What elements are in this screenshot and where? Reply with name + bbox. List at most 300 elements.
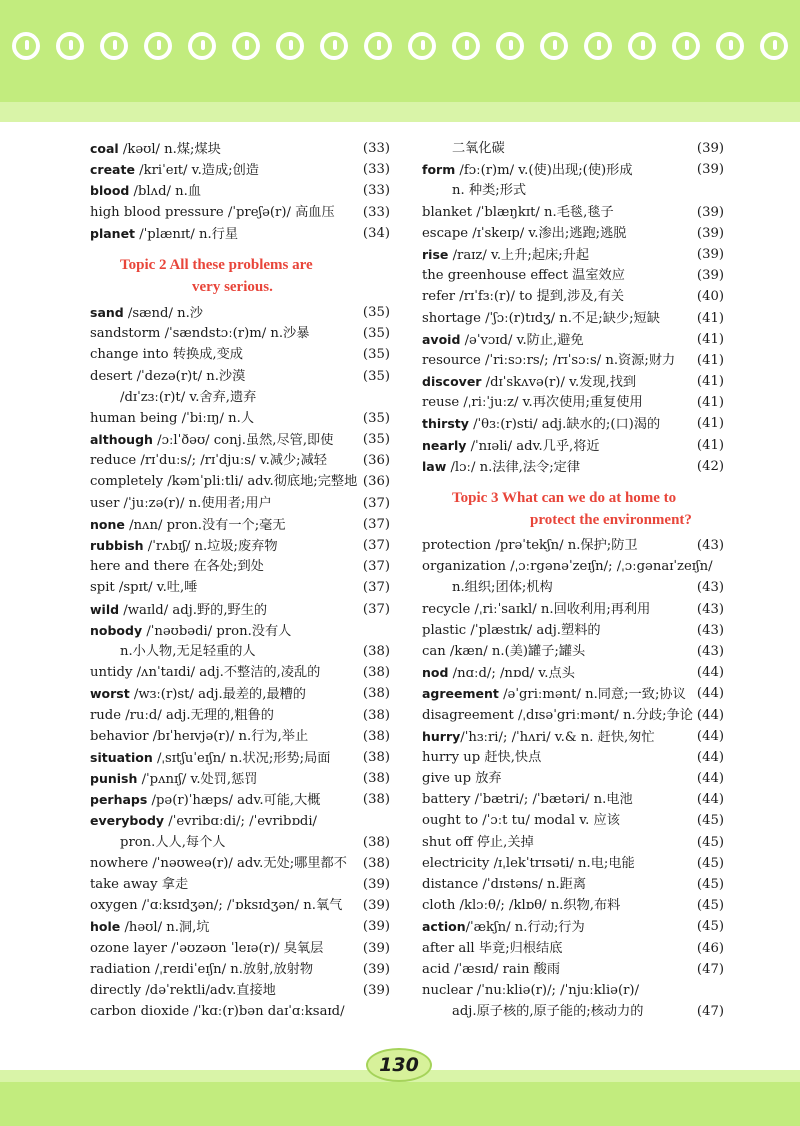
- vocab-entry: [422, 620, 724, 641]
- vocab-entry: [422, 180, 724, 201]
- vocab-entry: [422, 371, 724, 392]
- ring-icon: [452, 32, 480, 60]
- vocab-entry: [90, 789, 390, 810]
- entry-text: [422, 916, 585, 938]
- vocab-entry: [90, 408, 390, 429]
- vocab-entry: [90, 641, 390, 662]
- entry-page-ref: (39): [362, 877, 390, 892]
- entry-definition: /ˈnəʊbədi/ pron.没有人: [142, 623, 292, 639]
- vocab-entry: [90, 471, 390, 492]
- headword: nobody: [90, 622, 143, 638]
- entry-text: [90, 874, 188, 895]
- entry-text: [90, 302, 203, 324]
- entry-page-ref: (38): [362, 643, 390, 659]
- entry-text: [422, 308, 660, 329]
- vocab-entry: [422, 286, 724, 307]
- vocab-entry: [422, 413, 724, 434]
- ring-icon: [716, 32, 744, 60]
- ring-icon: [364, 32, 392, 60]
- entry-text: [90, 959, 313, 980]
- vocab-entry: [422, 556, 724, 577]
- topic-heading: [90, 254, 390, 298]
- entry-page-ref: (45): [696, 877, 724, 892]
- entry-text: [422, 244, 589, 266]
- entry-page-ref: (35): [362, 304, 390, 320]
- entry-text: [90, 810, 317, 832]
- entry-page-ref: (44): [696, 686, 724, 702]
- headword: hole: [90, 919, 121, 935]
- vocab-entry: [422, 577, 724, 598]
- entry-page-ref: (38): [362, 771, 390, 787]
- vocab-entry: [422, 138, 724, 159]
- vocab-entry: [422, 159, 724, 180]
- headword: coal: [90, 141, 119, 156]
- entry-definition: /pə(r)ˈhæps/ adv.可能,大概: [147, 793, 321, 809]
- entry-text: [90, 599, 267, 621]
- ring-icon: [540, 32, 568, 60]
- entry-definition: radiation /ˌreɪdiˈeɪʃn/ n.放射,放射物: [90, 961, 314, 977]
- ring-icon: [12, 32, 40, 60]
- entry-definition: protection /prəˈtekʃn/ n.保护;防卫: [422, 538, 638, 553]
- entry-text: [90, 556, 264, 577]
- vocab-entry: [90, 895, 390, 916]
- entry-page-ref: (39): [696, 162, 724, 178]
- vocab-entry: [90, 202, 390, 223]
- entry-page-ref: (35): [362, 432, 390, 448]
- entry-definition: /fɔː(r)m/ v.(使)出现;(使)形成: [455, 163, 633, 179]
- vocab-entry: [422, 1001, 724, 1022]
- vocab-entry: [90, 514, 390, 535]
- entry-text: [90, 683, 306, 705]
- entry-text: [452, 577, 553, 598]
- vocab-entry: [90, 493, 390, 514]
- vocab-entry: [422, 832, 724, 853]
- entry-text: [422, 413, 660, 435]
- header-stripe: [0, 102, 800, 122]
- entry-page-ref: (45): [696, 813, 724, 829]
- entry-text: [90, 493, 272, 514]
- entry-definition: completely /kəmˈpliːtli/ adv.彻底地;完整地: [90, 474, 358, 490]
- entry-text: [422, 620, 601, 641]
- entry-definition: /blʌd/ n.血: [129, 184, 202, 200]
- entry-definition: spit /spɪt/ v.吐,唾: [90, 580, 198, 596]
- entry-page-ref: (37): [362, 538, 390, 553]
- entry-page-ref: (33): [362, 162, 390, 178]
- ring-icon: [56, 32, 84, 60]
- vocab-entry: [90, 302, 390, 323]
- entry-page-ref: (41): [696, 374, 724, 390]
- vocab-entry: [90, 1001, 390, 1022]
- entry-definition: take away 拿走: [90, 877, 189, 892]
- vocab-entry: [90, 387, 390, 408]
- right-column: [422, 138, 724, 1022]
- headword: rubbish: [90, 538, 144, 553]
- entry-page-ref: (44): [696, 728, 724, 744]
- vocab-entry: [422, 768, 724, 789]
- vocab-entry: [422, 392, 724, 413]
- ring-icon: [628, 32, 656, 60]
- vocab-entry: [422, 350, 724, 371]
- entry-definition: cloth /klɔːθ/; /klɒθ/ n.织物,布料: [422, 898, 621, 914]
- entry-text: [90, 366, 245, 387]
- entry-definition: ozone layer /ˈəʊzəʊn ˈleɪə(r)/ 臭氧层: [90, 940, 324, 956]
- entry-text: [90, 620, 291, 642]
- entry-definition: oxygen /ˈɑːksɪdʒən/; /ˈɒksɪdʒən/ n.氧气: [90, 898, 343, 914]
- entry-page-ref: (37): [362, 495, 390, 511]
- vocab-entry: [422, 853, 724, 874]
- entry-page-ref: (36): [362, 453, 390, 469]
- entry-text: [90, 705, 274, 726]
- entry-text: [120, 387, 256, 408]
- entry-definition: ought to /ˈɔːt tu/ modal v. 应该: [422, 813, 620, 829]
- entry-page-ref: (45): [696, 898, 724, 914]
- entry-page-ref: (43): [696, 601, 724, 617]
- entry-text: [422, 159, 633, 181]
- topic-heading-line2: very serious.: [192, 278, 273, 295]
- entry-text: [422, 599, 650, 620]
- entry-definition: behavior /bɪˈheɪvjə(r)/ n.行为,举止: [90, 728, 309, 744]
- ring-icon: [188, 32, 216, 60]
- ring-icon: [144, 32, 172, 60]
- entry-text: [90, 344, 243, 365]
- vocab-entry: [90, 662, 390, 683]
- entry-page-ref: (39): [362, 940, 390, 956]
- entry-text: [90, 938, 323, 959]
- entry-page-ref: (33): [362, 204, 390, 220]
- headword: situation: [90, 749, 153, 765]
- spiral-rings: [0, 32, 800, 72]
- entry-text: [422, 768, 502, 789]
- vocab-entry: [90, 874, 390, 895]
- entry-text: [422, 747, 541, 768]
- ring-icon: [232, 32, 260, 60]
- headword: hurry: [422, 728, 461, 744]
- vocab-entry: [422, 980, 724, 1001]
- entry-text: [422, 726, 655, 748]
- entry-text: [422, 329, 584, 351]
- entry-page-ref: (41): [696, 416, 724, 432]
- vocab-entry: [422, 599, 724, 620]
- entry-text: [90, 916, 209, 938]
- headword: sand: [90, 304, 124, 320]
- entry-page-ref: (37): [362, 580, 390, 596]
- entry-text: [90, 853, 347, 874]
- entry-page-ref: (38): [362, 749, 390, 765]
- entry-text: [90, 429, 333, 451]
- entry-definition: shut off 停止,关掉: [422, 834, 534, 850]
- entry-page-ref: (39): [696, 204, 724, 220]
- headword: form: [422, 162, 456, 178]
- vocab-entry: [90, 223, 390, 244]
- entry-page-ref: (34): [362, 225, 390, 241]
- entry-page-ref: (38): [362, 665, 390, 681]
- entry-definition: /ˈevribɑːdi/; /ˈevribɒdi/: [164, 814, 317, 830]
- vocab-entry: [90, 705, 390, 726]
- entry-definition: /nʌn/ pron.没有一个;毫无: [124, 517, 286, 533]
- entry-definition: battery /ˈbætri/; /ˈbætəri/ n.电池: [422, 792, 633, 808]
- entry-definition: /ˈhɜːri/; /ˈhʌri/ v.& n. 赶快,匆忙: [460, 729, 655, 745]
- entry-definition: n. 种类;形式: [452, 183, 527, 199]
- entry-definition: directly /dəˈrektli/adv.直接地: [90, 982, 276, 998]
- entry-text: [90, 223, 238, 245]
- entry-page-ref: (38): [362, 834, 390, 850]
- entry-page-ref: (33): [362, 183, 390, 199]
- vocab-entry: [90, 747, 390, 768]
- entry-definition: recycle /ˌriːˈsaɪkl/ n.回收利用;再利用: [422, 601, 651, 617]
- vocab-entry: [422, 435, 724, 456]
- entry-page-ref: (39): [362, 961, 390, 977]
- ring-icon: [496, 32, 524, 60]
- entry-definition: /ˈrʌbɪʃ/ n.垃圾;废弃物: [143, 539, 278, 554]
- entry-page-ref: (36): [362, 474, 390, 490]
- entry-definition: user /ˈjuːzə(r)/ n.使用者;用户: [90, 495, 272, 511]
- ring-icon: [672, 32, 700, 60]
- entry-definition: /lɔː/ n.法律,法令;定律: [446, 459, 581, 475]
- headword: law: [422, 458, 447, 474]
- entry-page-ref: (43): [696, 643, 724, 659]
- entry-text: [120, 832, 226, 853]
- entry-definition: shortage /ˈʃɔː(r)tɪdʒ/ n.不足;缺少;短缺: [422, 310, 660, 326]
- entry-page-ref: (45): [696, 919, 724, 935]
- entry-page-ref: (38): [362, 707, 390, 723]
- entry-text: [90, 450, 327, 471]
- entry-text: [90, 202, 335, 223]
- entry-page-ref: (41): [696, 352, 724, 368]
- left-column: [90, 138, 390, 1022]
- entry-page-ref: (41): [696, 310, 724, 326]
- entry-page-ref: (45): [696, 834, 724, 850]
- entry-definition: /ˈækʃn/ n.行动;行为: [465, 920, 585, 936]
- entry-definition: blanket /ˈblæŋkɪt/ n.毛毯,毯子: [422, 204, 614, 220]
- entry-text: [422, 535, 638, 556]
- entry-page-ref: (47): [696, 961, 724, 977]
- entry-definition: /ˌsɪtʃuˈeɪʃn/ n.状况;形势;局面: [152, 750, 331, 766]
- entry-text: [422, 874, 586, 895]
- entry-definition: high blood pressure /ˈpreʃə(r)/ 高血压: [90, 204, 335, 220]
- entry-page-ref: (46): [696, 940, 724, 956]
- headword: discover: [422, 374, 482, 390]
- entry-page-ref: (44): [696, 749, 724, 765]
- vocab-entry: [90, 366, 390, 387]
- vocab-entry: [90, 138, 390, 159]
- entry-definition: can /kæn/ n.(美)罐子;罐头: [422, 643, 586, 659]
- entry-definition: acid /ˈæsɪd/ rain 酸雨: [422, 961, 561, 977]
- vocab-entry: [90, 577, 390, 598]
- vocab-entry: [90, 556, 390, 577]
- entry-definition: escape /ɪˈskeɪp/ v.渗出;逃跑;逃脱: [422, 225, 627, 241]
- vocab-entry: [90, 959, 390, 980]
- vocab-entry: [90, 853, 390, 874]
- entry-definition: refer /rɪˈfɜː(r)/ to 提到,涉及,有关: [422, 289, 625, 305]
- entry-definition: here and there 在各处;到处: [90, 559, 264, 575]
- headword: create: [90, 162, 135, 178]
- entry-text: [90, 895, 342, 916]
- vocab-entry: [90, 726, 390, 747]
- vocab-entry: [422, 810, 724, 831]
- vocab-entry: [422, 895, 724, 916]
- vocab-entry: [90, 344, 390, 365]
- headword: everybody: [90, 813, 165, 829]
- vocab-entry: [422, 938, 724, 959]
- entry-page-ref: (39): [362, 919, 390, 935]
- vocab-entry: [422, 874, 724, 895]
- vocab-entry: [422, 244, 724, 265]
- vocab-entry: [422, 662, 724, 683]
- entry-definition: rude /ruːd/ adj.无理的,粗鲁的: [90, 707, 274, 723]
- entry-page-ref: (39): [696, 141, 724, 156]
- entry-definition: /wɜː(r)st/ adj.最差的,最糟的: [129, 687, 306, 703]
- headword: nearly: [422, 437, 467, 453]
- entry-definition: after all 毕竟;归根结底: [422, 940, 563, 956]
- entry-definition: organization /ˌɔːrgənəˈzeɪʃn/; /ˌɔːgənaɪˈzeɪʃn/: [422, 559, 713, 575]
- entry-definition: nowhere /ˈnəʊweə(r)/ adv.无处;哪里都不: [90, 855, 347, 871]
- vocab-entry: [422, 959, 724, 980]
- entry-definition: /sænd/ n.沙: [123, 305, 203, 321]
- vocab-entry: [90, 535, 390, 556]
- entry-text: [120, 641, 256, 662]
- entry-definition: /raɪz/ v.上升;起床;升起: [448, 247, 590, 263]
- entry-text: [422, 683, 686, 705]
- entry-definition: resource /ˈriːsɔːrs/; /rɪˈsɔːs/ n.资源;财力: [422, 352, 676, 368]
- vocab-entry: [422, 265, 724, 286]
- entry-text: [422, 705, 693, 726]
- entry-text: [422, 895, 620, 916]
- entry-definition: /dɪˈskʌvə(r)/ v.发现,找到: [481, 375, 637, 391]
- entry-text: [452, 138, 505, 159]
- entry-text: [422, 286, 624, 307]
- entry-page-ref: (43): [696, 580, 724, 596]
- entry-text: [422, 392, 643, 413]
- entry-text: [90, 662, 320, 683]
- entry-definition: /nɑːd/; /nɒd/ v.点头: [448, 666, 575, 682]
- entry-page-ref: (39): [362, 898, 390, 914]
- vocab-entry: [422, 223, 724, 244]
- entry-text: [90, 768, 257, 790]
- entry-page-ref: (41): [696, 395, 724, 411]
- entry-definition: reduce /rɪˈduːs/; /rɪˈdjuːs/ v.减少;减轻: [90, 453, 327, 469]
- entry-page-ref: (38): [362, 728, 390, 744]
- entry-text: [422, 371, 636, 393]
- entry-text: [422, 265, 625, 286]
- entry-text: [90, 408, 254, 429]
- entry-definition: n.组织;团体;机构: [452, 580, 553, 596]
- page-number: 130: [366, 1048, 432, 1082]
- headword: punish: [90, 771, 138, 787]
- entry-page-ref: (40): [696, 289, 724, 305]
- vocab-entry: [90, 832, 390, 853]
- entry-definition: nuclear /ˈnuːkliə(r)/; /ˈnjuːkliə(r)/: [422, 982, 640, 998]
- entry-page-ref: (45): [696, 855, 724, 871]
- entry-page-ref: (38): [362, 855, 390, 871]
- entry-definition: /həʊl/ n.洞,坑: [120, 920, 210, 936]
- entry-definition: /ˈnɪəli/ adv.几乎,将近: [466, 438, 600, 454]
- entry-text: [422, 789, 633, 810]
- vocab-entry: [422, 641, 724, 662]
- headword: worst: [90, 686, 130, 702]
- headword: although: [90, 432, 153, 448]
- headword: nod: [422, 665, 449, 681]
- entry-page-ref: (38): [362, 686, 390, 702]
- vocab-entry: [422, 683, 724, 704]
- entry-page-ref: (33): [362, 141, 390, 156]
- vocab-entry: [90, 450, 390, 471]
- vocab-entry: [422, 789, 724, 810]
- entry-definition: /kəʊl/ n.煤;煤块: [118, 142, 221, 157]
- entry-text: [90, 980, 276, 1001]
- vocab-entry: [422, 747, 724, 768]
- entry-page-ref: (43): [696, 538, 724, 553]
- vocab-entry: [422, 535, 724, 556]
- entry-definition: hurry up 赶快,快点: [422, 749, 542, 765]
- entry-definition: human being /ˈbiːɪŋ/ n.人: [90, 410, 255, 426]
- entry-definition: sandstorm /ˈsændstɔː(r)m/ n.沙暴: [90, 326, 310, 342]
- header-band: [0, 0, 800, 122]
- ring-icon: [276, 32, 304, 60]
- entry-page-ref: (35): [362, 326, 390, 342]
- vocab-entry: [90, 768, 390, 789]
- entry-page-ref: (47): [696, 1004, 724, 1020]
- headword: action: [422, 919, 466, 935]
- vocab-entry: [422, 705, 724, 726]
- entry-text: [422, 832, 534, 853]
- entry-text: [422, 641, 585, 662]
- entry-definition: /əˈgriːmənt/ n.同意;一致;协议: [498, 687, 686, 703]
- entry-page-ref: (44): [696, 707, 724, 723]
- entry-text: [422, 350, 675, 371]
- vocab-entry: [422, 202, 724, 223]
- entry-definition: /dɪˈzɜː(r)t/ v.舍弃,遗弃: [120, 389, 257, 405]
- entry-definition: pron.人人,每个人: [120, 834, 226, 850]
- vocab-entry: [422, 726, 724, 747]
- vocab-entry: [90, 980, 390, 1001]
- entry-text: [90, 323, 309, 344]
- vocab-entry: [90, 429, 390, 450]
- entry-page-ref: (37): [362, 516, 390, 532]
- entry-text: [90, 726, 308, 747]
- vocab-entry: [90, 810, 390, 831]
- entry-text: [452, 1001, 643, 1022]
- entry-text: [90, 789, 320, 811]
- entry-text: [422, 223, 627, 244]
- ring-icon: [408, 32, 436, 60]
- vocab-entry: [90, 916, 390, 937]
- entry-text: [90, 1001, 345, 1022]
- vocab-entry: [90, 159, 390, 180]
- ring-icon: [760, 32, 788, 60]
- headword: perhaps: [90, 792, 148, 808]
- entry-definition: the greenhouse effect 温室效应: [422, 268, 625, 284]
- entry-text: [90, 138, 221, 160]
- entry-page-ref: (44): [696, 771, 724, 787]
- topic-heading-line2: protect the environment?: [530, 512, 692, 528]
- entry-definition: /ˈpʌnɪʃ/ v.处罚,惩罚: [137, 772, 258, 788]
- vocab-entry: [90, 180, 390, 201]
- entry-text: [422, 853, 635, 874]
- entry-page-ref: (37): [362, 601, 390, 617]
- entry-definition: carbon dioxide /ˈkɑː(r)bən daɪˈɑːksaɪd/: [90, 1004, 345, 1020]
- headword: planet: [90, 225, 136, 241]
- vocab-entry: [422, 916, 724, 937]
- entry-page-ref: (43): [696, 622, 724, 638]
- vocab-entry: [90, 683, 390, 704]
- entry-page-ref: (38): [362, 792, 390, 808]
- entry-definition: /ɔːlˈðəʊ/ conj.虽然,尽管,即使: [152, 433, 334, 449]
- headword: blood: [90, 183, 130, 199]
- entry-text: [90, 180, 201, 202]
- entry-text: [90, 471, 357, 492]
- entry-page-ref: (35): [362, 410, 390, 426]
- vocab-entry: [90, 938, 390, 959]
